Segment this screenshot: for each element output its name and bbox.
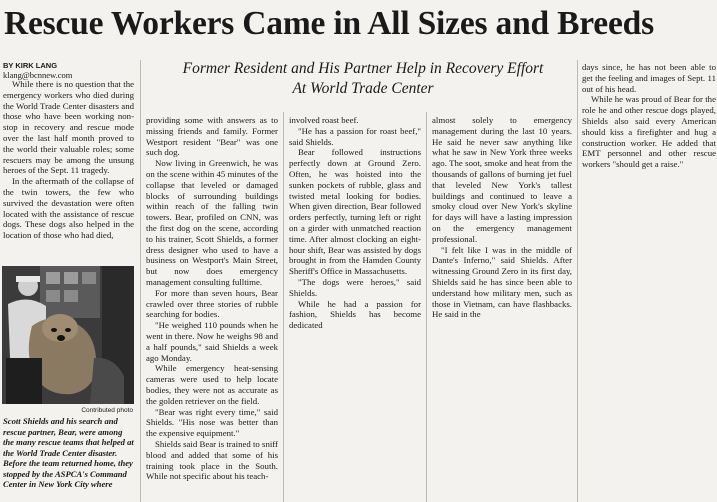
paragraph: days since, he has not been able to get the feeling and images of Sept. 11 out of his head. — [582, 62, 716, 94]
paragraph: Bear followed instructions perfectly down at Ground Zero. Often, he was hoisted into the sunken pockets of rubble, glass and twisted metal looking for bodies. When given direction, Bear followed orders perfectly, turning left or right on a girder with unmatched reaction time. After almost clocking an eight-hour shift, Bear was assisted by dogs brought in from the Hamden County Sheriff's Office in Massachusetts. — [289, 147, 421, 277]
rescue-dog-photo — [2, 266, 134, 404]
column-divider — [283, 112, 284, 502]
paragraph: While he had a passion for fashion, Shields has become dedicated — [289, 298, 421, 331]
column-divider — [140, 60, 141, 502]
column-divider — [426, 112, 427, 502]
paragraph: While he was proud of Bear for the role he and other rescue dogs played, Shields also said every American should kiss a firefighter and hug a construction worker. He added that EMT personnel and other rescue workers "should get a raise." — [582, 94, 716, 170]
paragraph: "He has a passion for roast beef," said Shields. — [289, 125, 421, 147]
paragraph: For more than seven hours, Bear crawled over three stories of rubble searching for bodies. — [146, 287, 278, 320]
article-column-3 — [289, 115, 421, 355]
photo-credit: Contributed photo — [81, 407, 133, 414]
headline: Rescue Workers Came in All Sizes and Breeds — [4, 5, 654, 42]
paragraph: "Bear was right every time," said Shields. "His nose was better than the expensive equipment." — [146, 406, 278, 439]
byline: BY KIRK LANG — [3, 61, 58, 70]
photo-image — [2, 266, 134, 404]
column-divider — [577, 60, 578, 502]
paragraph: "He weighed 110 pounds when he went in there. Now he weighs 98 and a half pounds," said Shields a week ago Monday. — [146, 320, 278, 363]
subheadline-line-1: Former Resident and His Partner Help in Recovery Effort — [182, 60, 544, 77]
paragraph: In the aftermath of the collapse of the twin towers, the few who survived the devastation were often located with the assistance of rescue dogs. These dogs also helped in the location of those who had died, — [3, 176, 134, 241]
paragraph: "The dogs were heroes," said Shields. — [289, 276, 421, 298]
photo-caption: Scott Shields and his search and rescue partner, Bear, were among the many rescue teams that helped at the World Trade Center disaster. Before the team returned home, they stopped by the ASPCA's Command Center in New York City where — [3, 416, 134, 489]
paragraph: providing some with answers as to missing friends and family. Former Westport resident "Bear" was one such dog. — [146, 115, 278, 158]
paragraph: involved roast beef. — [289, 115, 359, 125]
article-column-1 — [3, 79, 134, 263]
paragraph: While there is no question that the emergency workers who died during the World Trade Center disasters and those who have been working non-stop in recovery and rescue mode over the last half month proved to the world their valuable roles; some rescuers may be among the unsung heroes of the Sept. 11 tragedy. — [3, 79, 134, 176]
article-column-5 — [582, 62, 716, 186]
paragraph: "I felt like I was in the middle of Dante's Inferno," said Shields. After witnessing Ground Zero in its first day, Shields said he has since been able to understand how military men, such as those in Vietnam, can have flashbacks. He said in the — [432, 244, 572, 320]
article-column-4 — [432, 115, 572, 355]
subheadline — [150, 59, 576, 99]
paragraph: Shields said Bear is trained to sniff blood and added that some of his training took place in the South. While not specific about his teach- — [146, 438, 278, 482]
author-email: klang@bcnnew.com — [3, 70, 73, 80]
paragraph: Now living in Greenwich, he was on the scene within 45 minutes of the collapse that leveled or damaged blocks of surrounding buildings within reach of the falling twin towers. Bear, profiled on CNN, was the first dog on the scene, according to his trainer, Scott Shields, a former dress designer who used to have a business on Westport's Main Street, but now does emergency management consulting fulltime. — [146, 158, 278, 287]
paragraph: almost solely to emergency management during the last 10 years. He said he never saw anything like what he saw in New York three weeks ago. The soot, smoke and heat from the thousands of gallons of burning jet fuel that leveled New York's tallest buildings and continued to leave a smoky cloud over New York's skyline for days will have a lasting impression on the emergency management professional. — [432, 115, 572, 244]
subheadline-line-2: At World Trade Center — [292, 80, 434, 97]
article-column-2 — [146, 115, 278, 502]
paragraph: While emergency heat-sensing cameras were used to help locate bodies, they were not as accurate as the golden retriever on the field. — [146, 363, 278, 406]
